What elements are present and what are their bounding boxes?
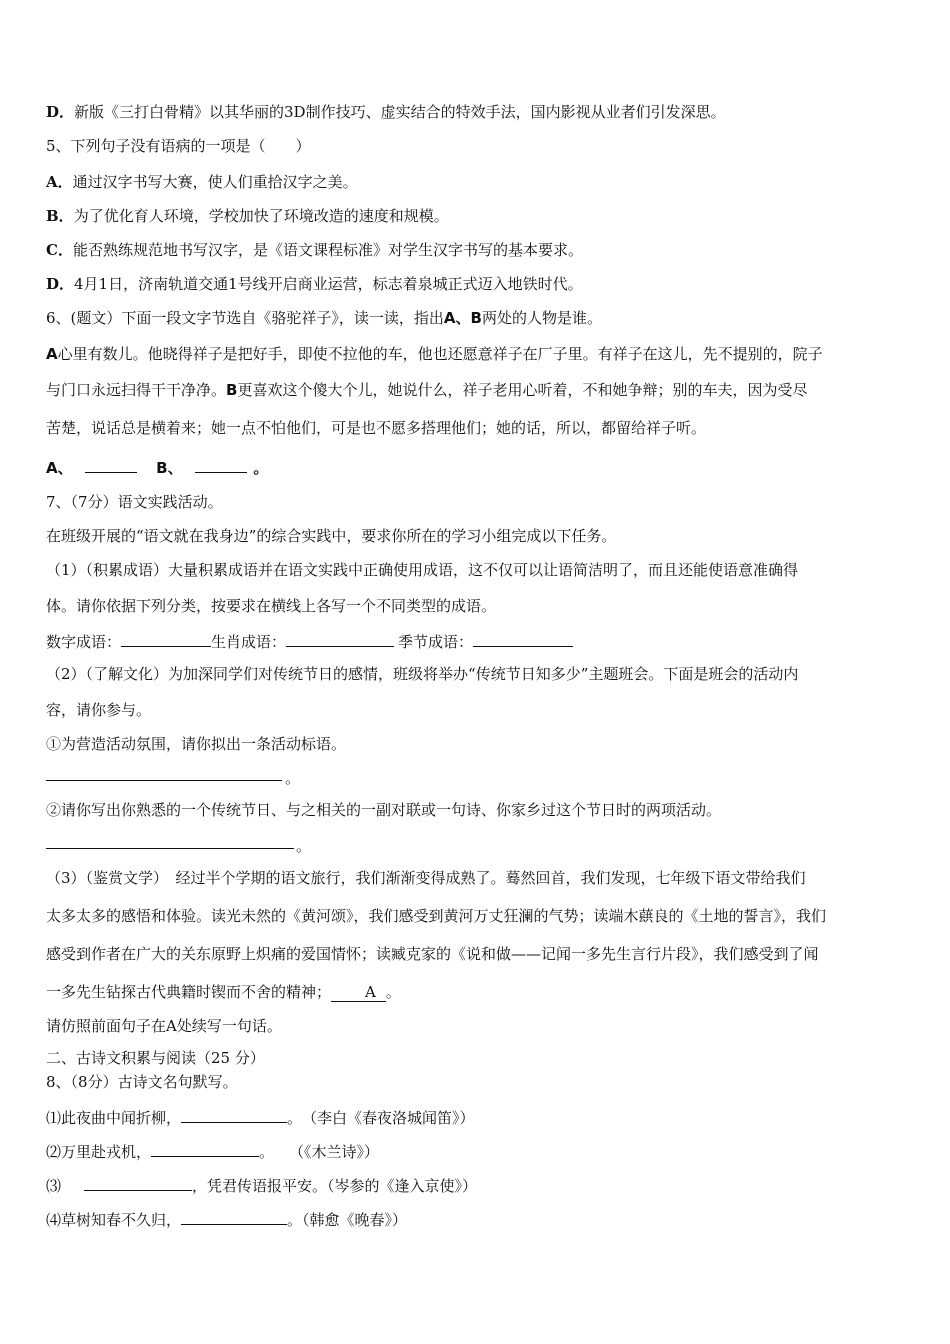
task-2-end-mark: 。	[296, 837, 312, 855]
idiom-number-blank[interactable]	[121, 630, 211, 647]
q7-part3-line-3: 感受到作者在广大的关东原野上炽痛的爱国情怀；读臧克家的《说和做——记闻一多先生言行片段》，我们感受到了闻	[46, 945, 819, 963]
q7-part3-line-2: 太多太多的感悟和体验。读光未然的《黄河颂》，我们感受到黄河万丈狂澜的气势；读端木蕻良的《土地的誓言》，我们	[46, 907, 827, 925]
answer-a-blank[interactable]	[85, 456, 137, 473]
item-text: ⑷草树知春不久归，	[46, 1211, 182, 1229]
q5-option-d	[46, 274, 583, 294]
option-text: 为了优化育人环境，学校加快了环境改造的速度和规模。	[73, 207, 449, 225]
q6-passage-line-1	[46, 344, 823, 364]
q8-item-1	[46, 1106, 475, 1128]
idiom-season-blank[interactable]	[473, 630, 573, 647]
task-2-answer-blank[interactable]	[46, 832, 294, 849]
item-text: 。 （李白《春夜洛城闻笛》）	[287, 1109, 475, 1127]
q8-stem: 8、（8分）古诗文名句默写。	[46, 1073, 238, 1091]
q8-item-3	[46, 1174, 477, 1196]
passage-text: 更喜欢这个傻大个儿，她说什么，祥子老用心听着，不和她争辩；别的车夫，因为受尽	[237, 381, 808, 399]
option-text: 通过汉字书写大赛，使人们重拾汉字之美。	[72, 173, 358, 191]
idiom-season-label: 季节成语：	[398, 633, 474, 651]
q7-part3-instruction: 请仿照前面句子在A处续写一句话。	[46, 1017, 282, 1035]
item-blank[interactable]	[181, 1106, 287, 1123]
idiom-zodiac-blank[interactable]	[286, 630, 394, 647]
option-text: 能否熟练规范地书写汉字，是《语文课程标准》对学生汉字书写的基本要求。	[72, 241, 583, 259]
item-text: ⑴此夜曲中闻折柳，	[46, 1109, 182, 1127]
item-blank[interactable]	[181, 1208, 287, 1225]
q5-option-b	[46, 206, 449, 226]
q7-stem: 7、（7分）语文实践活动。	[46, 493, 223, 511]
q6-stem-ab: A、B	[443, 309, 482, 327]
item-text: 。（韩愈《晚春》）	[287, 1211, 408, 1229]
answer-end: 。	[253, 459, 269, 477]
answer-b-blank[interactable]	[195, 456, 247, 473]
answer-b-label: B、	[156, 459, 183, 477]
passage-text: 一多先生钻探古代典籍时锲而不舍的精神；	[46, 983, 332, 1001]
item-blank[interactable]	[84, 1174, 192, 1191]
option-label: C．	[46, 241, 73, 259]
blank-a[interactable]: A	[331, 983, 386, 1002]
q7-part2-line-1: （2）（了解文化）为加深同学们对传统节日的感情，班级将举办“传统节日知多少”主题班会。下面是班会的活动内	[46, 665, 799, 683]
q5-option-a	[46, 172, 358, 192]
q5-option-c	[46, 240, 583, 260]
q6-stem-pre: 6、(题文）下面一段文字节选自《骆驼祥子》，读一读，指出	[46, 309, 444, 327]
option-label: D．	[46, 275, 75, 293]
passage-text: 与门口永远扫得干干净净。	[46, 381, 227, 399]
idiom-number-label: 数字成语：	[46, 633, 122, 651]
q6-passage-line-3: 苦楚，说话总是横着来；她一点不怕他们，可是也不愿多搭理他们；她的话，所以，都留给祥子听。	[46, 419, 707, 437]
answer-a-label: A、	[46, 459, 73, 477]
option-label: A．	[46, 173, 73, 191]
item-text: 。 （《木兰诗》）	[259, 1143, 380, 1161]
q6-stem-post: 两处的人物是谁。	[481, 309, 602, 327]
q5-stem: 5、下列句子没有语病的一项是（ ）	[46, 137, 311, 155]
q8-item-2	[46, 1140, 379, 1162]
item-text: ⑵万里赴戎机，	[46, 1143, 152, 1161]
q7-part3-line-1: （3）（鉴赏文学） 经过半个学期的语文旅行，我们渐渐变得成熟了。蓦然回首，我们发现，七年级下语文带给我们	[46, 869, 806, 887]
task-1-answer-blank[interactable]	[46, 764, 282, 781]
q6-answer-line	[46, 456, 268, 478]
task-1-end-mark: 。	[285, 769, 301, 787]
idiom-zodiac-label: 生肖成语：	[211, 633, 287, 651]
q7-task-1: ①为营造活动氛围，请你拟出一条活动标语。	[46, 735, 347, 753]
q7-part2-line-2: 容，请你参与。	[46, 701, 152, 719]
option-text: 4月1日，济南轨道交通1号线开启商业运营，标志着泉城正式迈入地铁时代。	[74, 275, 583, 293]
q6-passage-line-2	[46, 380, 807, 400]
option-label: D．	[46, 103, 75, 121]
q7-part3-line-4	[46, 982, 401, 1002]
q6-stem	[46, 308, 602, 328]
q7-part1-line-2: 体。请你依据下列分类，按要求在横线上各写一个不同类型的成语。	[46, 597, 497, 615]
q7-idiom-line	[46, 630, 573, 652]
option-label: B．	[46, 207, 74, 225]
marker-b: B	[226, 381, 238, 399]
end-mark: 。	[385, 983, 401, 1001]
item-blank[interactable]	[151, 1140, 259, 1157]
passage-text: 心里有数儿。他晓得祥子是把好手，即使不拉他的车，他也还愿意祥子在厂子里。有祥子在这儿，先不提别的，院子	[57, 345, 823, 363]
item-text: ⑶	[46, 1177, 77, 1195]
marker-a: A	[46, 345, 58, 363]
q4-option-d	[46, 102, 726, 122]
section-2-heading: 二、古诗文积累与阅读（25 分）	[46, 1049, 265, 1067]
item-text: ，凭君传语报平安。（岑参的《逢入京使》）	[192, 1177, 478, 1195]
option-text: 新版《三打白骨精》以其华丽的3D制作技巧、虚实结合的特效手法，国内影视从业者们引发深思。	[74, 103, 726, 121]
q7-intro: 在班级开展的“语文就在我身边”的综合实践中，要求你所在的学习小组完成以下任务。	[46, 527, 617, 545]
q8-item-4	[46, 1208, 407, 1230]
q7-part1-line-1: （1）（积累成语）大量积累成语并在语文实践中正确使用成语，这不仅可以让语简洁明了，而且还能使语意准确得	[46, 561, 799, 579]
q7-task-2: ②请你写出你熟悉的一个传统节日、与之相关的一副对联或一句诗、你家乡过这个节日时的两项活动。	[46, 801, 722, 819]
